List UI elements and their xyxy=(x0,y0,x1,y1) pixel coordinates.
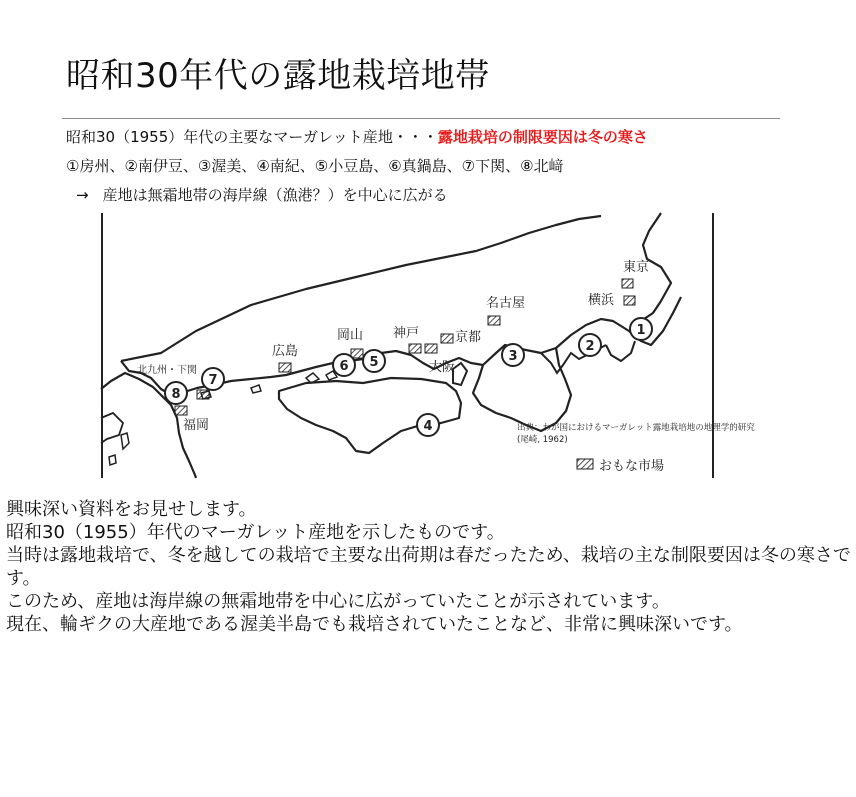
city-label-kobe: 神戸 xyxy=(393,326,420,341)
site-marker-6-label: 6 xyxy=(339,359,349,374)
map-background xyxy=(101,213,714,478)
map-source-line-1: 出典：わが国におけるマーガレット露地栽培地の地理学的研究 xyxy=(517,423,755,433)
city-label-osaka: 大阪 xyxy=(429,360,456,375)
market-kobe xyxy=(409,344,421,353)
city-label-yokohama: 横浜 xyxy=(588,293,615,308)
site-marker-3-label: 3 xyxy=(508,349,518,364)
city-label-tokyo: 東京 xyxy=(623,260,650,275)
market-hiroshima xyxy=(279,363,291,372)
limiting-factor-highlight: 露地栽培の制限要因は冬の寒さ xyxy=(437,128,648,146)
city-label-nagoya: 名古屋 xyxy=(486,296,526,311)
site-marker-4-label: 4 xyxy=(423,419,433,434)
legend-market-swatch xyxy=(577,459,593,469)
site-marker-7-label: 7 xyxy=(208,373,218,388)
city-label-okayama: 岡山 xyxy=(337,328,364,343)
commentary-paragraph-5: 現在、輪ギクの大産地である渥美半島でも栽培されていたことなど、非常に興味深いです。 xyxy=(6,614,743,635)
market-shimonoseki xyxy=(197,390,209,399)
map-source-line-2: (尾崎, 1962) xyxy=(517,435,568,445)
market-okayama xyxy=(351,349,363,358)
market-kyoto xyxy=(441,334,453,343)
summary-line-3-text: 産地は無霜地帯の海岸線（漁港？）を中心に広がる xyxy=(102,186,448,204)
site-marker-8-label: 8 xyxy=(171,387,181,402)
city-label-kyoto: 京都 xyxy=(455,330,482,345)
city-label-kitakyushu: 北九州・下関 xyxy=(137,365,197,376)
summary-line-1 xyxy=(66,126,648,147)
site-marker-5-label: 5 xyxy=(369,355,379,370)
market-yokohama xyxy=(624,296,635,305)
commentary-paragraph-1: 興味深い資料をお見せします。 xyxy=(6,499,257,520)
commentary-paragraph-4: このため、産地は海岸線の無霜地帯を中心に広がっていたことが示されています。 xyxy=(6,591,670,612)
production-areas-list: ①房州、②南伊豆、③渥美、④南紀、⑤小豆島、⑥真鍋島、⑦下関、⑧北﨑 xyxy=(66,157,564,175)
summary-line-1-text: 昭和30（1955）年代の主要なマーガレット産地・・・ xyxy=(66,128,438,146)
market-fukuoka xyxy=(175,406,187,415)
commentary xyxy=(6,498,856,636)
site-marker-2-label: 2 xyxy=(585,339,595,354)
commentary-paragraph-2: 昭和30（1955）年代のマーガレット産地を示したものです。 xyxy=(6,522,505,543)
production-area-map xyxy=(101,213,755,478)
city-label-fukuoka: 福岡 xyxy=(183,418,210,433)
site-marker-1-label: 1 xyxy=(636,323,646,338)
summary-line-3 xyxy=(76,184,448,205)
commentary-paragraph-3: 当時は露地栽培で、冬を越しての栽培で主要な出荷期は春だったため、栽培の主な制限要因は冬の寒さです。 xyxy=(6,545,851,589)
market-osaka xyxy=(425,344,437,353)
market-nagoya xyxy=(488,316,500,325)
legend-market-label: おもな市場 xyxy=(599,459,665,474)
market-tokyo xyxy=(622,279,633,288)
city-label-hiroshima: 広島 xyxy=(272,344,299,359)
right-arrow-icon: → xyxy=(76,186,89,204)
slide-title: 昭和30年代の露地栽培地帯 xyxy=(66,56,490,96)
title-divider xyxy=(62,118,780,119)
